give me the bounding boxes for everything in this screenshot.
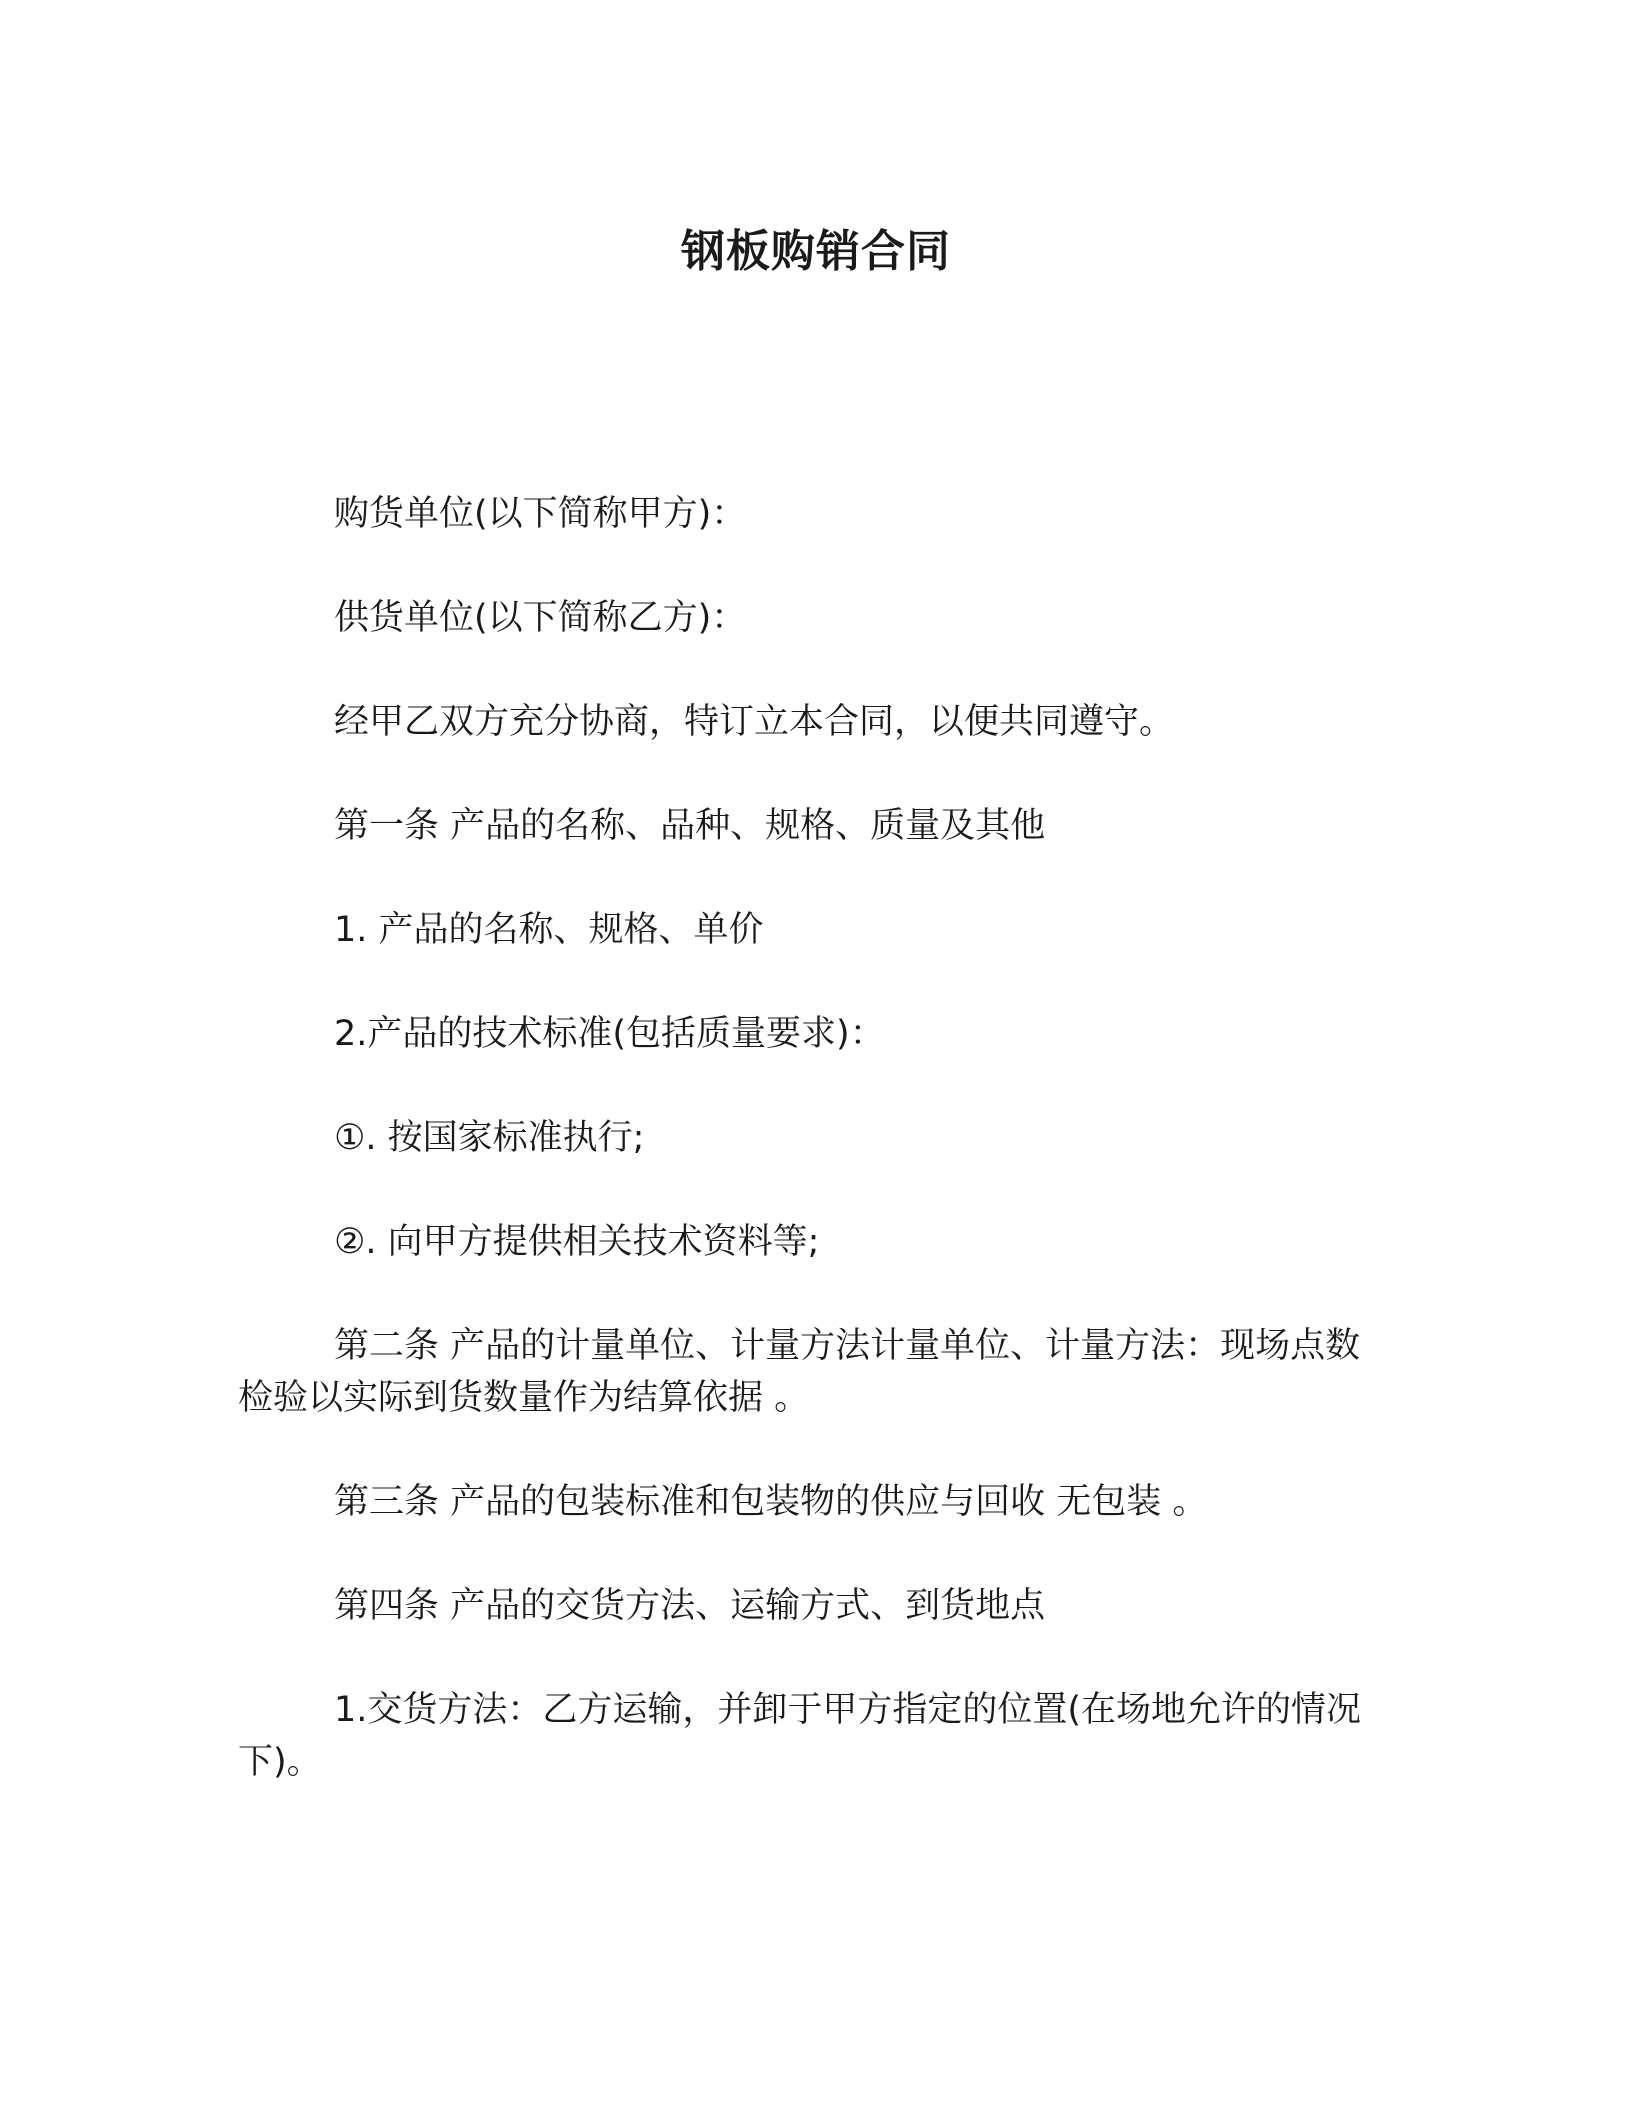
paragraph-agreement: 经甲乙双方充分协商，特订立本合同，以便共同遵守。 [334, 702, 1175, 742]
paragraph-article-2: 第二条 产品的计量单位、计量方法计量单位、计量方法：现场点数检验以实际到货数量作为结算依据 。 [238, 1326, 1361, 1418]
paragraph-buyer: 购货单位(以下简称甲方)： [334, 494, 747, 534]
paragraph-article-1: 第一条 产品的名称、品种、规格、质量及其他 [334, 806, 1046, 846]
document-title: 钢板购销合同 [681, 226, 951, 277]
paragraph-article-4-item-1: 1.交货方法：乙方运输，并卸于甲方指定的位置(在场地允许的情况下)。 [238, 1690, 1362, 1782]
document-body [238, 488, 1386, 1840]
paragraph-supplier: 供货单位(以下简称乙方)： [334, 598, 747, 638]
paragraph-article-4: 第四条 产品的交货方法、运输方式、到货地点 [334, 1586, 1046, 1626]
paragraph-article-1-sub-2: ②. 向甲方提供相关技术资料等; [334, 1222, 820, 1262]
paragraph-article-1-item-1: 1. 产品的名称、规格、单价 [334, 910, 764, 950]
paragraph-article-3: 第三条 产品的包装标准和包装物的供应与回收 无包装 。 [334, 1482, 1208, 1522]
paragraph-article-1-sub-1: ①. 按国家标准执行; [334, 1118, 645, 1158]
paragraph-article-1-item-2: 2.产品的技术标准(包括质量要求)： [334, 1014, 885, 1054]
